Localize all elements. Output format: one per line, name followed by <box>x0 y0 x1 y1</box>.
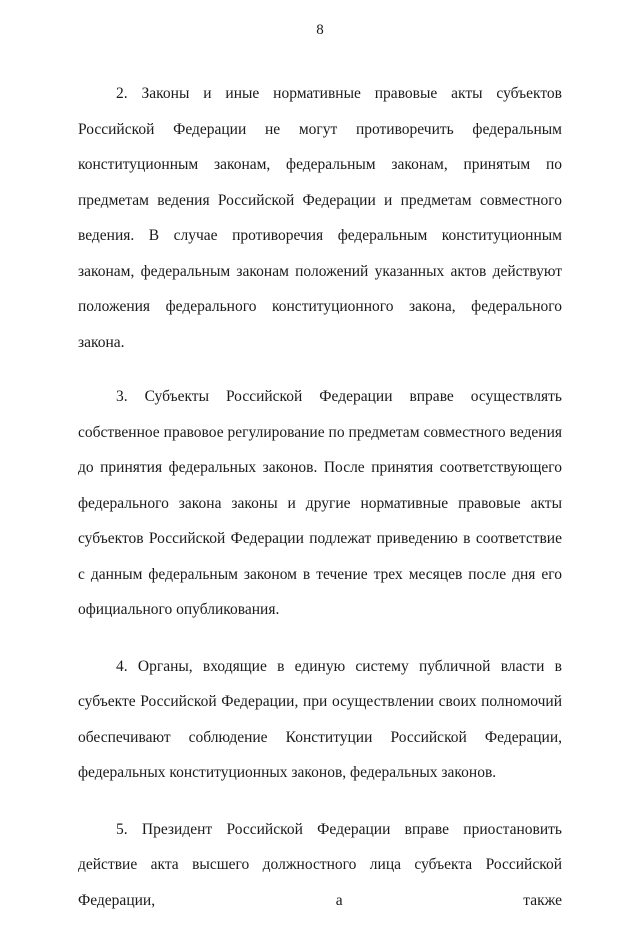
paragraph-2: 2. Законы и иные нормативные правовые акты субъектов Российской Федерации не могут противоречить федеральным конституционным законам, федеральным законам, принятым по предметам ведения Российской Федерации и предметам совместного ведения. В случае противоречия федеральным конституционным законам, федеральным законам положений указанных актов действуют положения федерального конституционного закона, федерального закона. <box>78 85 562 351</box>
paragraph-5: 5. Президент Российской Федерации вправе приостановить действие акта высшего должностного лица субъекта Российской Федерации, а также <box>78 820 562 909</box>
paragraph-3: 3. Субъекты Российской Федерации вправе осуществлять собственное правовое регулирование по предметам совместного ведения до принятия федеральных законов. После принятия соответствующего федерального закона законы и другие нормативные правовые акты субъектов Российской Федерации подлежат приведению в соответствие с данным федеральным законом в течение трех месяцев после дня его официального опубликования. <box>78 388 562 618</box>
paragraph-4: 4. Органы, входящие в единую систему публичной власти в субъекте Российской Федерации, при осуществлении своих полномочий обеспечивают соблюдение Конституции Российской Федерации, федеральных конституционных законов, федеральных законов. <box>78 657 562 781</box>
document-body <box>78 76 562 940</box>
page-number: 8 <box>316 22 324 38</box>
